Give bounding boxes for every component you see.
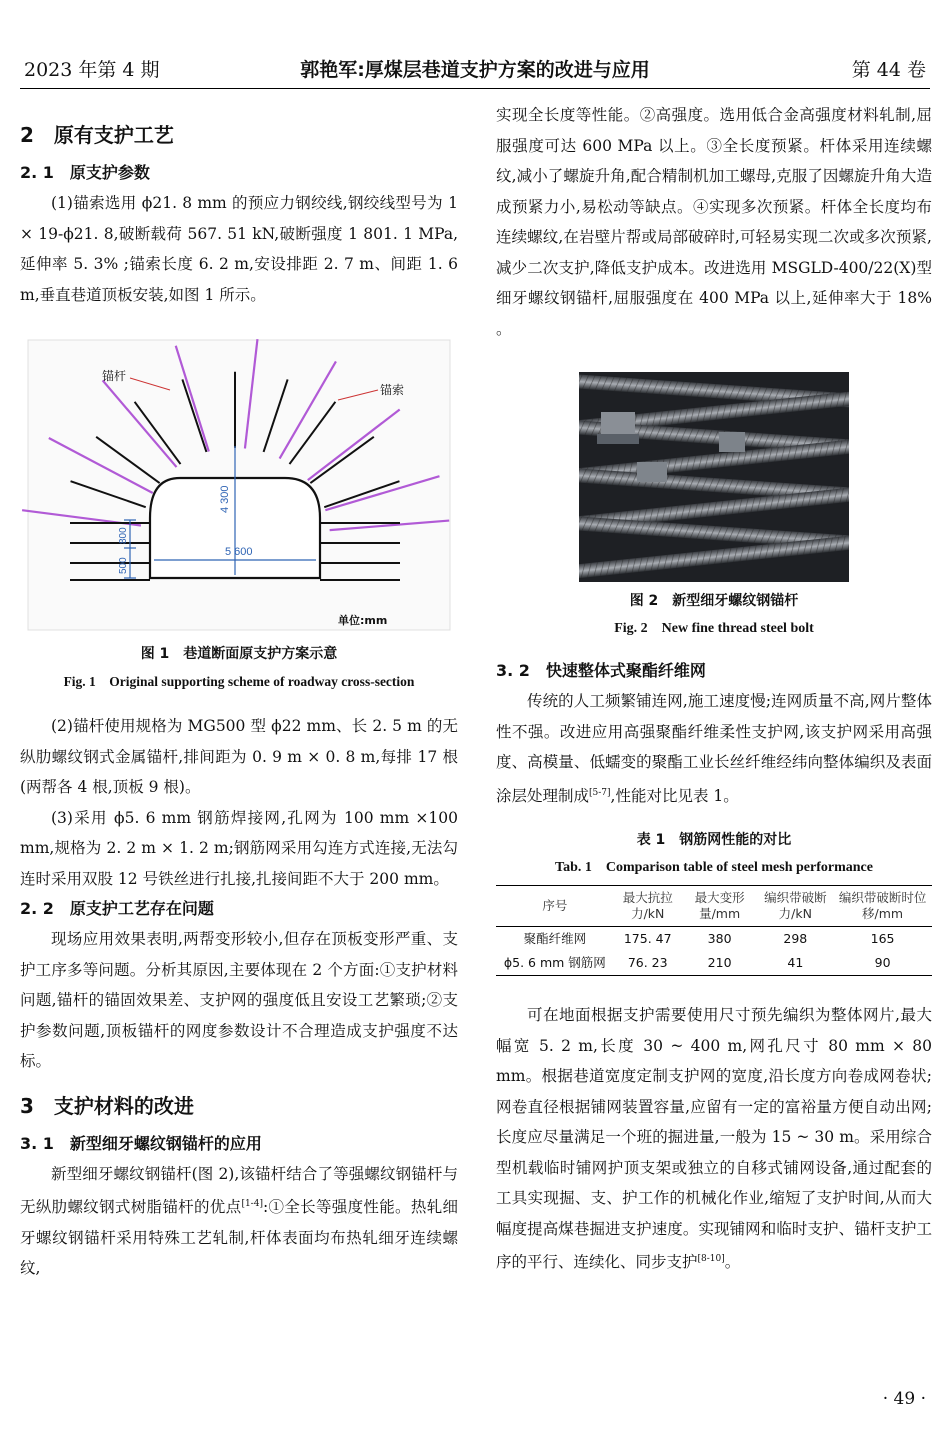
left-column: [20, 100, 458, 1284]
article-running-title: 郭艳军:厚煤层巷道支护方案的改进与应用: [300, 59, 650, 81]
paragraph-mesh-application: 可在地面根据支护需要使用尺寸预先编织为整体网片,最大幅宽 5. 2 m,长度 30 ~ 400 m,网孔尺寸 80 mm × 80 mm。根据巷道宽度定制支护网的宽度,沿长度方向卷成网卷状;网卷直径根据铺网装置容量,应留有一定的富裕量方便自动出网;长度应尽量满足一个班的掘进量,一般为 15 ~ 30 m。采用综合型机载临时铺网护顶支架或独立的自移式铺网设备,通过配套的工具实现掘、支、护工作的机械化作业,缩短了支护时间,从而大幅度提高煤巷掘进支护速度。实现铺网和临时支护、锚杆支护工序的平行、连续化、同步支护[8-10]。: [496, 1006, 932, 1271]
section-3-heading: 3 支护材料的改进: [20, 1093, 194, 1118]
section-2-1-heading: 2. 1 原支护参数: [20, 163, 150, 182]
table-header: 最大变形量/mm: [682, 886, 758, 927]
citation-8-10[interactable]: [8-10]: [697, 1254, 725, 1264]
table-1-caption-en: Tab. 1 Comparison table of steel mesh performance: [555, 860, 873, 875]
unit-label: 单位:mm: [338, 614, 388, 627]
bolt-label: 锚杆: [102, 369, 127, 383]
table-row: ϕ5. 6 mm 钢筋网 76. 23 210 41 90: [496, 951, 932, 976]
section-3-1-heading: 3. 1 新型细牙螺纹钢锚杆的应用: [20, 1133, 262, 1153]
figure-1: [20, 338, 458, 633]
dim-500-label: 500: [118, 557, 129, 574]
figure-1-caption-en: Fig. 1 Original supporting scheme of roadway cross-section: [63, 674, 415, 689]
paragraph-mesh-params: (3)采用 ϕ5. 6 mm 钢筋焊接网,孔网为 100 mm ×100 mm,规格为 2. 2 m × 1. 2 m;钢筋网采用勾连方式连接,无法勾连时采用双股 12 号铁丝进行扎接,扎接间距不大于 200 mm。: [20, 808, 458, 888]
paragraph-bolt-params: (2)锚杆使用规格为 MG500 型 ϕ22 mm、长 2. 5 m 的无纵肋螺纹钢式金属锚杆,排间距为 0. 9 m × 0. 8 m,每排 17 根(两帮各 4 根,顶板 9 根)。: [20, 717, 458, 796]
figure-2: [579, 372, 849, 582]
table-header: 编织带破断力/kN: [757, 886, 833, 927]
table-row: 聚酯纤维网 175. 47 380 298 165: [523, 931, 895, 946]
section-2-2-heading: 2. 2 原支护工艺存在问题: [20, 899, 214, 918]
section-2-heading: 2 原有支护工艺: [20, 123, 174, 147]
section-3-2-heading: 3. 2 快速整体式聚酯纤维网: [496, 661, 706, 680]
citation-1-4[interactable]: [1-4]: [241, 1199, 263, 1209]
paragraph-polyester-mesh: 传统的人工频繁铺连网,施工速度慢;连网质量不高,网片整体性不强。改进应用高强聚酯纤维柔性支护网,该支护网采用高强度、高模量、低蠕变的聚酯工业长丝纤维经纬向整体编织及表面涂层处理制成[5-7],性能对比见表 1。: [496, 692, 932, 805]
right-column: [496, 100, 932, 1278]
citation-5-7[interactable]: [5-7]: [589, 787, 611, 798]
cable-label: 锚索: [380, 383, 405, 397]
header-rule: [20, 88, 930, 89]
roadway-cross-section-diagram: [20, 338, 458, 633]
figure-2-caption-en: Fig. 2 New fine thread steel bolt: [614, 621, 814, 636]
page-number: · 49 ·: [882, 1389, 926, 1409]
dim-800-label: 800: [118, 527, 129, 544]
paragraph-cable-params: (1)锚索选用 ϕ21. 8 mm 的预应力钢绞线,钢绞线型号为 1 × 19-ϕ21. 8,破断载荷 567. 51 kN,破断强度 1 801. 1 MPa,延伸率 5. 3% ;锚索长度 6. 2 m,安设排距 2. 7 m、间距 1. 6 m,垂直巷道顶板安装,如图 1 所示。: [20, 194, 458, 304]
volume-number: 第 44 卷: [851, 59, 926, 81]
mesh-performance-table: [496, 885, 932, 976]
journal-issue: 2023 年第 4 期: [24, 59, 160, 81]
paragraph-bolt-advantages: 实现全长度等性能。②高强度。选用低合金高强度材料轧制,屈服强度可达 600 MPa 以上。③全长度预紧。杆体采用连续螺纹,减小了螺旋升角,配合精制机加工螺母,克服了因螺旋升角大造成预紧力小,易松动等缺点。④实现多次预紧。杆体全长度均布连续螺纹,在岩壁片帮或局部破碎时,可轻易实现二次或多次预紧,减少二次支护,降低支护成本。改进选用 MSGLD-400/22(X)型细牙螺纹钢锚杆,屈服强度在 400 MPa 以上,延伸率大于 18% 。: [496, 106, 932, 338]
steel-bolt-photo: [579, 372, 849, 582]
dim-width-label: 5 600: [225, 546, 253, 558]
table-header: 序号: [496, 886, 614, 927]
dim-height-label: 4 300: [219, 485, 231, 513]
table-header: 最大抗拉力/kN: [614, 886, 682, 927]
paragraph-problems: 现场应用效果表明,两帮变形较小,但存在顶板变形严重、支护工序多等问题。分析其原因,主要体现在 2 个方面:①支护材料问题,锚杆的锚固效果差、支护网的强度低且安设工艺繁琐;②支护参数问题,顶板锚杆的网度参数设计不合理造成支护强度不达标。: [20, 930, 458, 1070]
figure-2-caption-cn: 图 2 新型细牙螺纹钢锚杆: [629, 593, 799, 609]
figure-1-caption-cn: 图 1 巷道断面原支护方案示意: [140, 646, 338, 662]
running-header: [24, 55, 926, 85]
table-header: 编织带破断时位移/mm: [833, 886, 932, 927]
paragraph-new-bolt: 新型细牙螺纹钢锚杆(图 2),该锚杆结合了等强螺纹钢锚杆与无纵肋螺纹钢式树脂锚杆的优点[1-4]:①全长等强度性能。热轧细牙螺纹钢锚杆采用特殊工艺轧制,杆体表面均布热轧细牙连续螺纹,: [20, 1164, 458, 1277]
table-1-caption-cn: 表 1 钢筋网性能的对比: [636, 832, 792, 848]
